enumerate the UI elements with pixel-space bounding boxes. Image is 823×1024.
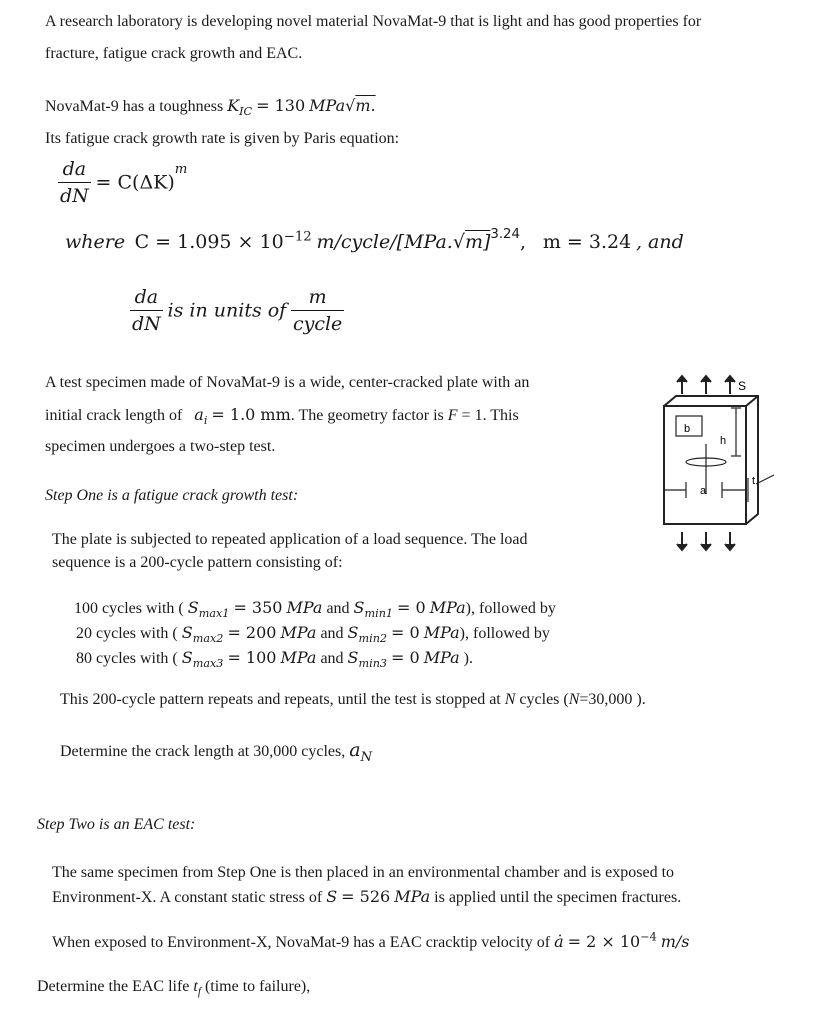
step-two-line-3: When exposed to Environment-X, NovaMat-9 has a EAC cracktip velocity of ȧ = $2 \times 10^{-4}$ m/s bbox=[52, 930, 690, 951]
figure-label-b: b bbox=[684, 423, 691, 435]
step-one-heading: Step One is a fatigue crack growth test: bbox=[45, 487, 299, 504]
step-two-line-2: Environment-X. A constant static stress of S = 526 MPa is applied until the specimen fractures. bbox=[52, 887, 682, 906]
step-one-question: Determine the crack length at 30,000 cycles, $a_N$ bbox=[60, 739, 373, 765]
specimen-line-2: initial crack length of $a_i = 1.0$ mm. The geometry factor is F = 1. This bbox=[45, 405, 519, 428]
paris-intro: Its fatigue crack growth rate is given by Paris equation: bbox=[45, 130, 400, 147]
step-two-question: Determine the EAC life $t_f$ (time to failure), bbox=[37, 978, 311, 999]
load-line-3: 80 cycles with ( $S_{max3} = 100$ MPa and $S_{min3} = 0$ MPa ). bbox=[76, 648, 473, 671]
step-one-desc-2: sequence is a 200-cycle pattern consisting of: bbox=[52, 554, 343, 571]
intro-line-1: A research laboratory is developing novel material NovaMat-9 that is light and has good properties for bbox=[45, 13, 702, 30]
intro-line-2: fracture, fatigue crack growth and EAC. bbox=[45, 45, 303, 62]
step-two-heading: Step Two is an EAC test: bbox=[37, 816, 196, 833]
specimen-line-1: A test specimen made of NovaMat-9 is a wide, center-cracked plate with an bbox=[45, 374, 530, 391]
load-line-2: 20 cycles with ( $S_{max2} = 200$ MPa and $S_{min2} = 0$ MPa), followed by bbox=[76, 623, 550, 646]
da-dn-fraction: $\frac{da}{dN}$ bbox=[60, 158, 89, 207]
toughness-line: NovaMat-9 has a toughness $K_{IC} = 130$ MPa√m. bbox=[45, 96, 376, 119]
paris-equation: $\frac{da}{dN}$ = $C(\Delta K)^m$ bbox=[60, 158, 188, 207]
center-cracked-plate-figure bbox=[636, 374, 774, 554]
specimen-line-3: specimen undergoes a two-step test. bbox=[45, 438, 276, 455]
figure-label-a: a bbox=[700, 485, 707, 497]
step-one-desc-1: The plate is subjected to repeated application of a load sequence. The load bbox=[52, 531, 528, 548]
rate-units-line: $\frac{da}{dN}$ is in units of $\frac{m}{\text{cycle}}$ bbox=[132, 286, 343, 335]
figure-label-s: S bbox=[738, 379, 747, 393]
repeat-line: This 200-cycle pattern repeats and repeats, until the test is stopped at N cycles (N=30,000 ). bbox=[60, 691, 646, 708]
units-fraction: $\frac{m}{\text{cycle}}$ bbox=[292, 286, 343, 335]
load-line-1: 100 cycles with ( $S_{max1} = 350$ MPa and $S_{min1} = 0$ MPa), followed by bbox=[74, 598, 556, 621]
figure-label-h: h bbox=[720, 435, 727, 447]
figure-label-t: t bbox=[752, 475, 756, 487]
step-two-line-1: The same specimen from Step One is then placed in an environmental chamber and is exposed to bbox=[52, 864, 675, 881]
paris-constants: where $C = 1.095 \times 10^{-12}$ $m/cycle/[MPa.√m]^{3.24}$, m = 3.24 , and bbox=[65, 227, 684, 253]
